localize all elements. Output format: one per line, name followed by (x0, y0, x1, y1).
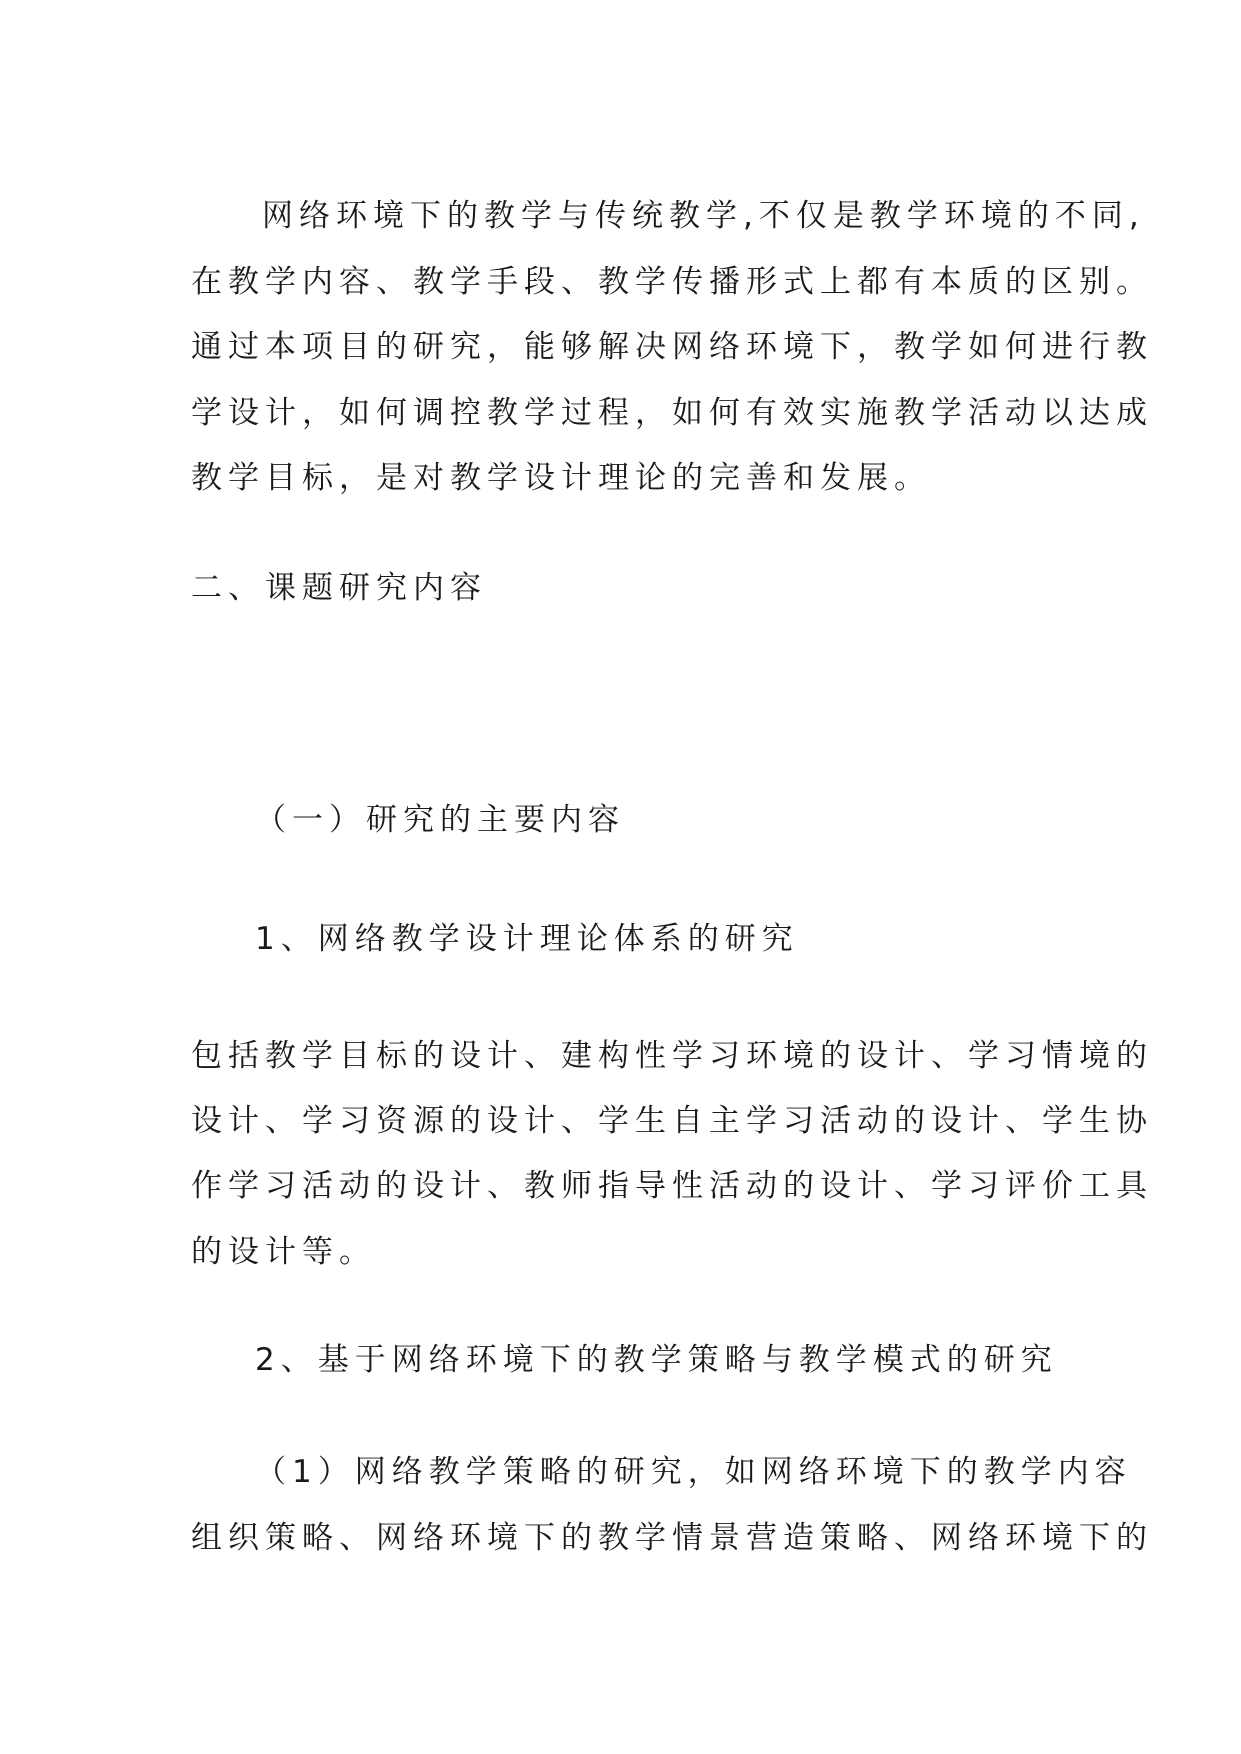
item-heading: 1、网络教学设计理论体系的研究 (255, 921, 799, 957)
paragraph-line: 学设计，如何调控教学过程，如何有效实施教学活动以达成 (191, 395, 1153, 431)
subsection-heading: （一）研究的主要内容 (255, 802, 625, 838)
paragraph-line: 在教学内容、教学手段、教学传播形式上都有本质的区别。 (191, 264, 1153, 300)
paragraph-line: 通过本项目的研究，能够解决网络环境下，教学如何进行教 (191, 329, 1153, 365)
paragraph-line: （1）网络教学策略的研究，如网络环境下的教学内容 (255, 1454, 1132, 1490)
paragraph-line: 的设计等。 (191, 1234, 376, 1270)
paragraph-line: 组织策略、网络环境下的教学情景营造策略、网络环境下的 (191, 1520, 1153, 1556)
paragraph-line: 作学习活动的设计、教师指导性活动的设计、学习评价工具 (191, 1168, 1153, 1204)
paragraph-line: 包括教学目标的设计、建构性学习环境的设计、学习情境的 (191, 1038, 1153, 1074)
paragraph-line: 网络环境下的教学与传统教学,不仅是教学环境的不同, (262, 198, 1145, 234)
paragraph-line: 教学目标，是对教学设计理论的完善和发展。 (191, 460, 931, 496)
paragraph-line: 设计、学习资源的设计、学生自主学习活动的设计、学生协 (191, 1103, 1153, 1139)
item-heading: 2、基于网络环境下的教学策略与教学模式的研究 (255, 1342, 1058, 1378)
section-heading: 二、课题研究内容 (191, 570, 487, 606)
